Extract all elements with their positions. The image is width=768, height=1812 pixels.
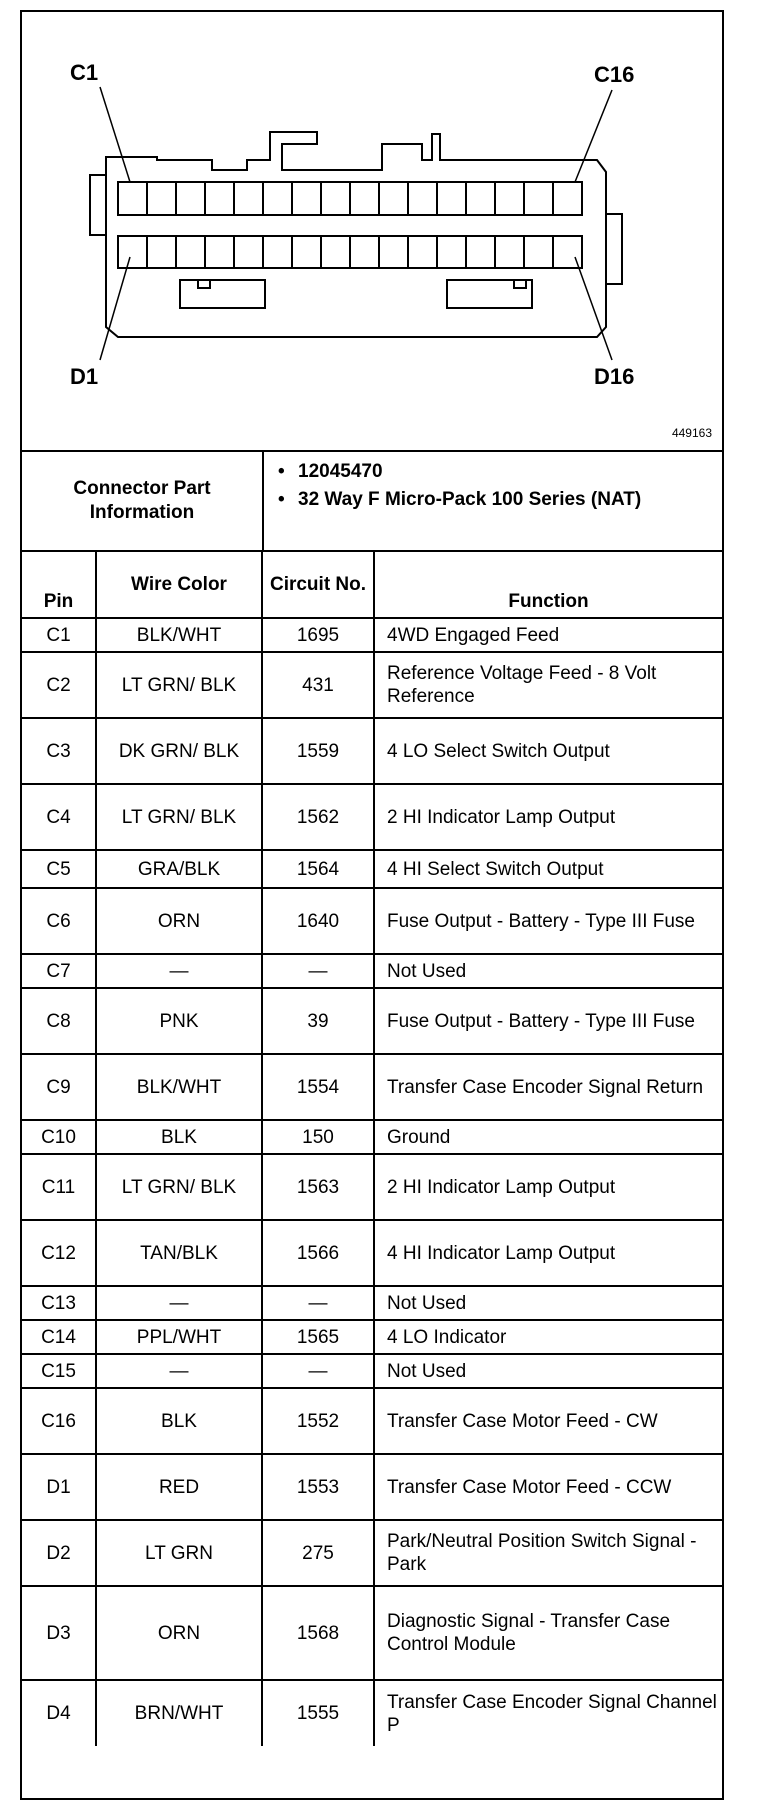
wire-color-cell: BLK/WHT [96, 1054, 262, 1120]
pin-cell: C6 [22, 888, 96, 954]
circuit-cell: 1565 [262, 1320, 374, 1354]
c-cavity-13 [466, 182, 495, 215]
circuit-cell: 431 [262, 652, 374, 718]
table-row [22, 1120, 722, 1154]
function-cell: Fuse Output - Battery - Type III Fuse [374, 988, 722, 1054]
pin-cell: C7 [22, 954, 96, 988]
function-cell: 2 HI Indicator Lamp Output [374, 784, 722, 850]
wire-color-cell: ORN [96, 888, 262, 954]
pin-cell: D3 [22, 1586, 96, 1680]
key-notch-right [514, 280, 526, 288]
function-cell: 4 HI Indicator Lamp Output [374, 1220, 722, 1286]
c-cavity-15 [524, 182, 553, 215]
header-function: Function [374, 552, 722, 618]
table-row [22, 1154, 722, 1220]
circuit-cell: — [262, 1286, 374, 1320]
circuit-cell: 1553 [262, 1454, 374, 1520]
pin-cell: C1 [22, 618, 96, 652]
d-cavity-7 [292, 236, 321, 268]
label-c16: C16 [594, 62, 635, 87]
connector-info-list [278, 460, 712, 516]
function-cell: 4 HI Select Switch Output [374, 850, 722, 888]
wire-color-cell: — [96, 1354, 262, 1388]
c-cavity-1 [118, 182, 147, 215]
c-cavity-16 [553, 182, 582, 215]
left-latch [90, 175, 106, 235]
circuit-cell: 150 [262, 1120, 374, 1154]
pin-cell: C14 [22, 1320, 96, 1354]
d-cavity-15 [524, 236, 553, 268]
c-cavity-12 [437, 182, 466, 215]
connector-info [22, 452, 722, 552]
wire-color-cell: LT GRN/ BLK [96, 1154, 262, 1220]
table-header-row [22, 552, 722, 618]
function-cell: Not Used [374, 954, 722, 988]
pin-cell: C4 [22, 784, 96, 850]
wire-color-cell: ORN [96, 1586, 262, 1680]
table-row [22, 1388, 722, 1454]
table-row [22, 888, 722, 954]
table-row [22, 652, 722, 718]
key-slot-right [447, 280, 532, 308]
circuit-cell: 1563 [262, 1154, 374, 1220]
pin-cell: C5 [22, 850, 96, 888]
info-item [278, 488, 712, 512]
wire-color-cell: GRA/BLK [96, 850, 262, 888]
wire-color-cell: PPL/WHT [96, 1320, 262, 1354]
function-cell: Ground [374, 1120, 722, 1154]
function-cell: Not Used [374, 1286, 722, 1320]
table-row [22, 954, 722, 988]
c-cavity-6 [263, 182, 292, 215]
table-row [22, 618, 722, 652]
key-slot-left [180, 280, 265, 308]
function-cell: Transfer Case Encoder Signal Return [374, 1054, 722, 1120]
d-cavity-8 [321, 236, 350, 268]
info-item [278, 460, 712, 484]
pin-cell: C12 [22, 1220, 96, 1286]
circuit-cell: 39 [262, 988, 374, 1054]
pin-cell: C10 [22, 1120, 96, 1154]
circuit-cell: 275 [262, 1520, 374, 1586]
label-d1: D1 [70, 364, 99, 389]
function-cell: Fuse Output - Battery - Type III Fuse [374, 888, 722, 954]
d-cavity-1 [118, 236, 147, 268]
table-row [22, 1520, 722, 1586]
wire-color-cell: BLK/WHT [96, 618, 262, 652]
d-cavity-12 [437, 236, 466, 268]
wire-color-cell: — [96, 954, 262, 988]
table-row [22, 1286, 722, 1320]
connector-description: 32 Way F Micro-Pack 100 Series (NAT) [298, 489, 642, 510]
header-wire-color: Wire Color [96, 552, 262, 618]
c-cavity-9 [350, 182, 379, 215]
table-row [22, 1680, 722, 1746]
d-cavity-3 [176, 236, 205, 268]
circuit-cell: — [262, 954, 374, 988]
leader-c1 [100, 87, 130, 182]
bullet-icon: • [278, 461, 285, 482]
table-row [22, 1320, 722, 1354]
d-cavity-6 [263, 236, 292, 268]
pin-cell: C13 [22, 1286, 96, 1320]
function-cell: 4 LO Indicator [374, 1320, 722, 1354]
function-cell: Not Used [374, 1354, 722, 1388]
part-number: 12045470 [298, 461, 383, 482]
wire-color-cell: BLK [96, 1388, 262, 1454]
function-cell: Diagnostic Signal - Transfer Case Control Module [374, 1586, 722, 1680]
circuit-cell: 1554 [262, 1054, 374, 1120]
connector-sheet [20, 10, 724, 1800]
right-latch [606, 214, 622, 284]
wire-color-cell: — [96, 1286, 262, 1320]
function-cell: Transfer Case Encoder Signal Channel P [374, 1680, 722, 1746]
pin-cell: C16 [22, 1388, 96, 1454]
table-row [22, 718, 722, 784]
header-pin: Pin [22, 552, 96, 618]
pin-cell: C9 [22, 1054, 96, 1120]
table-row [22, 850, 722, 888]
c-cavity-10 [379, 182, 408, 215]
circuit-cell: 1566 [262, 1220, 374, 1286]
function-cell: Reference Voltage Feed - 8 Volt Reference [374, 652, 722, 718]
d-cavity-11 [408, 236, 437, 268]
d-cavity-5 [234, 236, 263, 268]
table-row [22, 1054, 722, 1120]
circuit-cell: 1552 [262, 1388, 374, 1454]
table-row [22, 1354, 722, 1388]
wire-color-cell: LT GRN/ BLK [96, 652, 262, 718]
key-notch-left [198, 280, 210, 288]
c-cavity-5 [234, 182, 263, 215]
pinout-table [22, 552, 722, 1746]
circuit-cell: — [262, 1354, 374, 1388]
function-cell: Transfer Case Motor Feed - CCW [374, 1454, 722, 1520]
table-row [22, 1586, 722, 1680]
circuit-cell: 1559 [262, 718, 374, 784]
pin-cell: D1 [22, 1454, 96, 1520]
pinout-rows [22, 618, 722, 1746]
leader-c16 [575, 90, 612, 182]
pin-cell: C8 [22, 988, 96, 1054]
pin-cell: D4 [22, 1680, 96, 1746]
d-cavity-2 [147, 236, 176, 268]
c-cavity-8 [321, 182, 350, 215]
table-row [22, 784, 722, 850]
connector-diagram [22, 12, 722, 452]
header-circuit-no: Circuit No. [262, 552, 374, 618]
d-cavity-14 [495, 236, 524, 268]
c-row-cavities [118, 182, 582, 215]
circuit-cell: 1568 [262, 1586, 374, 1680]
table-row [22, 1220, 722, 1286]
function-cell: 2 HI Indicator Lamp Output [374, 1154, 722, 1220]
circuit-cell: 1562 [262, 784, 374, 850]
pin-cell: C2 [22, 652, 96, 718]
bullet-icon: • [278, 489, 285, 510]
circuit-cell: 1564 [262, 850, 374, 888]
circuit-cell: 1640 [262, 888, 374, 954]
pin-cell: C11 [22, 1154, 96, 1220]
d-cavity-13 [466, 236, 495, 268]
wire-color-cell: LT GRN/ BLK [96, 784, 262, 850]
c-cavity-3 [176, 182, 205, 215]
function-cell: Transfer Case Motor Feed - CW [374, 1388, 722, 1454]
connector-info-label: Connector Part Information [22, 452, 264, 550]
d-cavity-9 [350, 236, 379, 268]
wire-color-cell: BRN/WHT [96, 1680, 262, 1746]
function-cell: 4 LO Select Switch Output [374, 718, 722, 784]
wire-color-cell: DK GRN/ BLK [96, 718, 262, 784]
c-cavity-7 [292, 182, 321, 215]
label-c1: C1 [70, 60, 99, 85]
figure-number: 449163 [671, 426, 712, 440]
c-cavity-2 [147, 182, 176, 215]
circuit-cell: 1555 [262, 1680, 374, 1746]
wire-color-cell: RED [96, 1454, 262, 1520]
label-d16: D16 [594, 364, 635, 389]
wire-color-cell: BLK [96, 1120, 262, 1154]
pin-cell: D2 [22, 1520, 96, 1586]
d-cavity-4 [205, 236, 234, 268]
c-cavity-11 [408, 182, 437, 215]
wire-color-cell: TAN/BLK [96, 1220, 262, 1286]
wire-color-cell: PNK [96, 988, 262, 1054]
c-cavity-4 [205, 182, 234, 215]
leader-d1 [100, 257, 130, 360]
wire-color-cell: LT GRN [96, 1520, 262, 1586]
pin-cell: C15 [22, 1354, 96, 1388]
d-cavity-10 [379, 236, 408, 268]
table-row [22, 988, 722, 1054]
c-cavity-14 [495, 182, 524, 215]
function-cell: 4WD Engaged Feed [374, 618, 722, 652]
function-cell: Park/Neutral Position Switch Signal - Park [374, 1520, 722, 1586]
pin-cell: C3 [22, 718, 96, 784]
table-row [22, 1454, 722, 1520]
circuit-cell: 1695 [262, 618, 374, 652]
d-row-cavities [118, 236, 582, 268]
